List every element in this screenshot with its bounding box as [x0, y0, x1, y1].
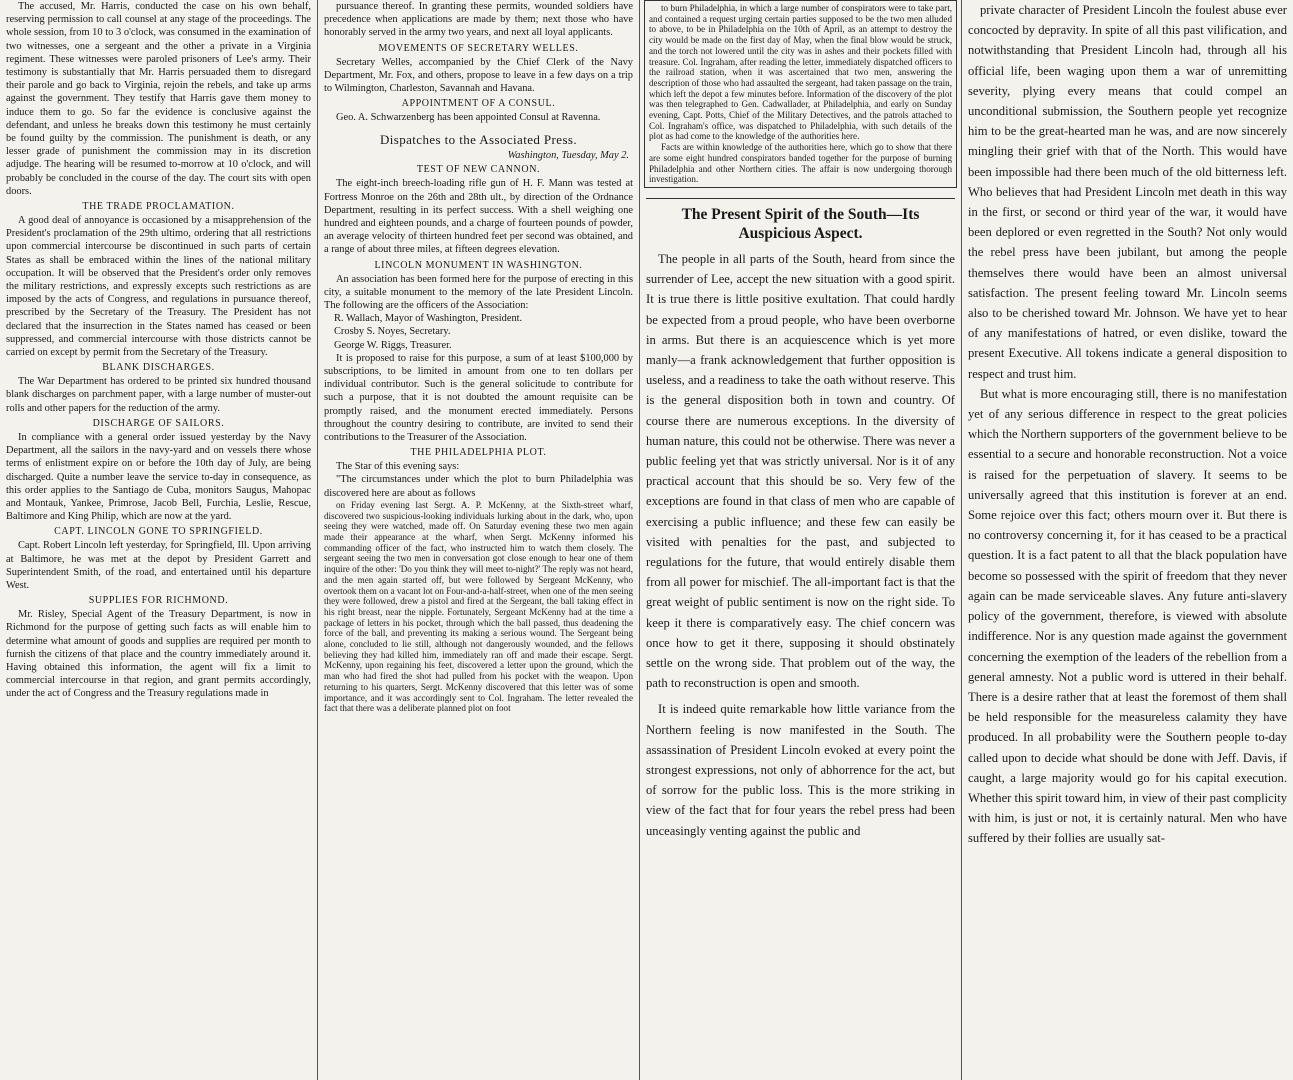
- officer-president: R. Wallach, Mayor of Washington, President.: [334, 313, 523, 325]
- consul-paragraph: Geo. A. Schwarzenberg has been appointed Consul at Ravenna.: [336, 112, 601, 124]
- star-quote-paragraph: "The circumstances under which the plot to burn Philadelphia was discovered here are about as follows: [324, 474, 633, 499]
- column-2: [318, 0, 640, 1080]
- column-1: [0, 0, 318, 1080]
- column-3: [640, 0, 962, 1080]
- trade-proclamation-paragraph: A good deal of annoyance is occasioned by a misapprehension of the President's proclamation of the 29th ultimo, ordering that all restrictions upon commercial intercourse be discontinued in such parts of certain States as shall be embraced within the lines of the national military occupation. It will be observed that the President's order only removes the military restrictions, and expressly excepts such restrictions as are imposed by the acts of Congress, and regulations in pursuance thereof, prescribed by the Secretary of the Treasury. The President has not declared that the insurrection in the States named has ceased or been suppressed, and commercial intercourse with those districts cannot be carried on except by permit from the Secretary of the Treasury.: [6, 215, 311, 359]
- supplies-richmond-paragraph: Mr. Risley, Special Agent of the Treasury Department, is now in Richmond for the purpose of getting such facts as will enable him to determine what amount of goods and supplies are required per month to furnish the citizens of that place and the country immediately around it. Having obtained this information, the agent will fix a limit to commercial intercourse in that region, and grant permits accordingly, under the act of Congress and the Treasury regulations made in: [6, 609, 311, 700]
- supplies-richmond-heading: SUPPLIES FOR RICHMOND.: [88, 595, 229, 607]
- trade-proclamation-heading: THE TRADE PROCLAMATION.: [82, 201, 235, 213]
- lincoln-springfield-paragraph: Capt. Robert Lincoln left yesterday, for Springfield, Ill. Upon arriving at Baltimore, he was met at the depot by President Garrett and Superintendent Smith, of the road, and entertained until his departure West.: [6, 540, 311, 591]
- officer-treasurer: George W. Riggs, Treasurer.: [334, 339, 452, 351]
- star-intro-paragraph: The Star of this evening says:: [336, 461, 460, 473]
- south-spirit-paragraph-2: It is indeed quite remarkable how little variance from the Northern feeling is now manifested in the South. The assassination of President Lincoln evoked at every point the strongest expressions, not only of abhorrence for the act, but of sorrow for the public loss. This is the more striking in view of the fact that for four years the rebel press had been unceasingly venting against the public and: [646, 702, 955, 838]
- south-spirit-title: The Present Spirit of the South—Its Auspicious Aspect.: [646, 198, 955, 243]
- discharge-sailors-heading: DISCHARGE OF SAILORS.: [92, 417, 225, 429]
- permits-continued-paragraph: pursuance thereof. In granting these permits, wounded soldiers have precedence when applications are made by them; next those who have honorably served in the army two years, and next all loyal applicants.: [324, 1, 633, 39]
- lincoln-monument-paragraph: An association has been formed here for the purpose of erecting in this city, a suitable monument to the memory of the late President Lincoln. The following are the officers of the Association:: [324, 273, 633, 312]
- column-4: [962, 0, 1293, 1080]
- discharge-sailors-paragraph: In compliance with a general order issued yesterday by the Navy Department, all the sailors in the navy-yard and on vessels there whose terms of enlistment expire on or before the 10th day of July, are being discharged. Quite a number leave the service to-day in consequence, as this order applies to the Santiago de Cuba, monitors Saugus, Mahopac and Montauk, Yankee, Primrose, Jacob Bell, Furchia, Leslie, Rescue, Baltimore and King Philip, which are now at the yard.: [6, 431, 311, 523]
- plot-continued-paragraph: to burn Philadelphia, in which a large number of conspirators were to take part, and contained a request urging certain parties supposed to be the two men alluded to above, to be in Philadelphia on the 10th of April, as an attempt to destroy the city would be made on the first day of May, when the final blow would be struck, and the torch not lowered until the city was in ashes and their pockets filled with treasure. Col. Ingraham, after reading the letter, immediately dispatched officers to the railroad station, when it was ascertained that two men, answering the description of those who had assaulted the sergeant, had taken passage on the train, which left the depot a few minutes before. Information of the discovery of the plot was then telegraphed to Gen. Cadwallader, at Philadelphia, and early on Sunday evening, Capt. Potts, Chief of the Military Detectives, and the patrols attached to Col. Ingraham's office, was dispatched to Philadelphia, with such details of the plot as had come to the knowledge of the authorities here.: [649, 3, 952, 142]
- plot-narrative-paragraph: on Friday evening last Sergt. A. P. McKenny, at the Sixth-street wharf, discovered two suspicious-looking individuals lurking about in the dark, who, upon seeing they were watched, made off. On Saturday evening these two men again made their appearance at the wharf, when Sergt. McKenny informed his commanding officer of the fact, who instructed him to watch them closely. The sergeant seeing the two men in conversation got close enough to hear one of them inquire of the other: 'Do you think they will meet to-night?' The reply was not heard, and the men again started off, but were followed by Sergeant McKenny, who overtook them on a vacant lot on Four-and-a-half-street, when one of the men seeing they were followed, drew a pistol and fired at the Sergeant, the ball taking effect in his right breast, near the nipple. Fortunately, Sergeant McKenny had at the time a package of letters in his pocket, through which the ball passed, thus deadening the force of the ball, and preventing its making a serious wound. The Sergeant being alone, concluded to lie still, although not dangerously wounded, and the fellows believing they had killed him, immediately ran off and made their escape. Sergt. McKenny, upon regaining his feet, discovered a letter upon the ground, which the man who had fired the shot had pulled from his pocket with the weapon. Upon returning to his quarters, Sergt. McKenny discovered that this letter was of some importance, and it was accordingly sent to Col. Ingraham. The letter revealed the fact that there was a deliberate planned plot on foot: [324, 499, 633, 714]
- harris-trial-paragraph: The accused, Mr. Harris, conducted the case on his own behalf, reserving permission to call counsel at any stage of the proceedings. The whole session, from 10 to 3 o'clock, was consumed in the examination of two witnesses, one a sergeant and the other a private in a Virginia regiment. These witnesses were paroled prisoners of Lee's army. Their testimony is substantially that Mr. Harris persuaded them to disregard their parole and go back to Virginia, rejoin the rebels, and take up arms against the government. They testify that Harris gave them money to induce them to go. So far the evidence is conclusive against the defendant, and unless he breaks down this testimony he must certainly be found guilty by the commission. The punishment is death, or any lesser grade of punishment the commission may in its discretion adjudge. The hearing will be resumed to-morrow at 10 o'clock, and will probably be concluded in the course of the day. The court sits with open doors.: [6, 1, 311, 197]
- dateline: Washington, Tuesday, May 2.: [507, 150, 629, 162]
- south-spirit-paragraph-1: The people in all parts of the South, heard from since the surrender of Lee, accept the new situation with a good spirit. It is true there is little positive exultation. That could hardly be expected from a proud people, who have been overborne in arms. But there is an acquiescence which is yet more manly—a frank acknowledgement that further opposition is useless, and a readiness to take the oath without reserve. This is the general disposition both in town and country. Of course there are numerous exceptions. In the diversity of human nature, this could not be otherwise. There was never a public feeling yet that was strictly universal. Nor is it of any practical account that this should be so. Very few of the exceptions are found in that class of men who are capable of exercising a public influence; and these few can easily be visited with penalties for the past, and subjected to regulations for the future, that would entirely disable them from all power for mischief. The all-important fact is that the great weight of public sentiment is now on the right side. To keep it there is comparatively easy. The chief concern was once how to get it there, supposing it should obstinately settle on the wrong side. That problem out of the way, the path to reconstruction is open and smooth.: [646, 251, 955, 691]
- new-cannon-heading: TEST OF NEW CANNON.: [416, 164, 541, 176]
- south-spirit-paragraph-3: private character of President Lincoln the foulest abuse ever concocted by depravity. In spite of all this past vilification, and notwithstanding that President Lincoln had, through all his official life, been waging upon them a war of unremitting severity, plying every means that could compel an unconditional submission, the Southern people yet recognize him to be the great-hearted man he was, and are now sincerely mingling their grief with that of the North. This would have been impossible had there been much of the old bitterness left. Who believes that had President Lincoln met death in this way in the first, or second or third year of the war, it would have been deplored or even regretted in the South? Not only would the rebel press have been jubilant, but among the people themselves there would have been an almost universal satisfaction. The present feeling toward Mr. Lincoln seems also to be cherished toward Mr. Johnson. We have yet to hear of any manifestations of hatred, or even dislike, toward the present Executive. All tokens indicate a general disposition to respect and trust him.: [968, 3, 1287, 381]
- associated-press-heading: Dispatches to the Associated Press.: [379, 132, 578, 148]
- blank-discharges-paragraph: The War Department has ordered to be printed six hundred thousand blank discharges on parchment paper, with a large number of muster-out rolls and other papers for the reduction of the army.: [6, 376, 311, 414]
- secretary-welles-heading: MOVEMENTS OF SECRETARY WELLES.: [378, 42, 579, 54]
- plot-continued-box: [644, 0, 957, 188]
- officer-secretary: Crosby S. Noyes, Secretary.: [334, 326, 451, 338]
- consul-heading: APPOINTMENT OF A CONSUL.: [401, 98, 556, 110]
- blank-discharges-heading: BLANK DISCHARGES.: [102, 362, 215, 374]
- new-cannon-paragraph: The eight-inch breech-loading rifle gun of H. F. Mann was tested at Fortress Monroe on the 26th and 28th ult., by direction of the Ordnance Department, resulting in its perfect success. With a shell weighing one hundred and eighteen pounds, and a charge of fourteen pounds of powder, an average velocity of thirteen hundred feet per second was obtained, and a range of about three miles, at fifteen degrees elevation.: [324, 178, 633, 256]
- lincoln-springfield-heading: CAPT. LINCOLN GONE TO SPRINGFIELD.: [54, 526, 263, 538]
- south-spirit-paragraph-4: But what is more encouraging still, there is no manifestation yet of any serious difference in respect to the great policies which the Northern supporters of the government believe to be essential to a secure and honorable reconstruction. Not a voice is raised for the perpetuation of slavery. It seems to be universally agreed that this institution is forever at an end. Some rejoice over this fact; others mourn over it. But there is no controversy concerning it, for it has ceased to be a practical question. It is a fact patent to all that the black population have become so possessed with the spirit of freedom that they never again can be made serviceable slaves. Any future anti-slavery policy of the government, therefore, is viewed with absolute indifference. Nor is any question made against the government concerning the exemption of the leaders of the rebellion from a general amnesty. Not a public word is uttered in their behalf. There is a desire rather that at least the foremost of them shall be held responsible for the measureless calamity they have produced. In all probability were the Southern people to-day called upon to decide what should be done with Jeff. Davis, if caught, a large majority would go for his capital execution. Whether this spirit toward him, in view of their past complicity with him, is just or not, it is certainly natural. Men who have suffered by their follies are usually sat-: [968, 386, 1287, 846]
- secretary-welles-paragraph: Secretary Welles, accompanied by the Chief Clerk of the Navy Department, Mr. Fox, and others, propose to leave in a few days on a trip to Wilmington, Charleston, Savannah and Havana.: [324, 56, 633, 95]
- lincoln-monument-heading: LINCOLN MONUMENT IN WASHINGTON.: [374, 259, 583, 271]
- monument-subscription-paragraph: It is proposed to raise for this purpose, a sum of at least $100,000 by subscriptions, to be limited in amount from one to ten dollars per individual contributor. Such is the general solicitude to contribute for such a purpose, that it is not doubted the amount requisite can be promptly raised, and the monument erected immediately. Persons throughout the country desiring to contribute, are invited to send their contributions to the Treasurer of the Association.: [324, 352, 633, 444]
- philadelphia-plot-heading: THE PHILADELPHIA PLOT.: [410, 447, 547, 459]
- plot-facts-paragraph: Facts are within knowledge of the authorities here, which go to show that there are some eight hundred conspirators banded together for the purpose of burning Philadelphia and other Northern cities. The affair is now undergoing thorough investigation.: [649, 142, 952, 185]
